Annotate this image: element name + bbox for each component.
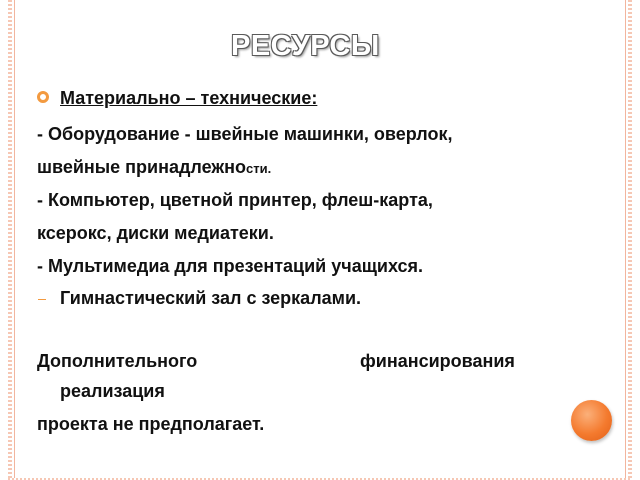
slide-title: РЕСУРСЫ [231,30,380,62]
equipment-line-cont-suffix: сти. [246,161,272,176]
orange-circle-decoration [571,400,612,441]
slide-border-right [628,0,632,480]
resources-heading: Материально – технические: [60,88,318,108]
dash-bullet-icon [38,299,46,300]
equipment-line-cont-text: швейные принадлежно [37,157,247,177]
financing-line-2: проекта не предполагает. [37,414,265,434]
circle-bullet-icon [37,91,49,103]
slide-border-left [8,0,12,480]
multimedia-line: - Мультимедиа для презентаций учащихся. [37,256,424,276]
slide-border-left-line [14,0,15,480]
financing-word-2: финансирования [360,351,515,371]
financing-word-3: реализация [60,381,165,401]
equipment-line: - Оборудование - швейные машинки, оверлок, [37,124,453,144]
financing-word-1: Дополнительного [37,351,198,371]
computer-line: - Компьютер, цветной принтер, флеш-карта, [37,190,433,210]
gym-line: Гимнастический зал с зеркалами. [60,288,362,308]
slide-border-right-line [625,0,626,480]
computer-line-cont: ксерокс, диски медиатеки. [37,223,274,243]
equipment-line-cont [37,157,271,178]
